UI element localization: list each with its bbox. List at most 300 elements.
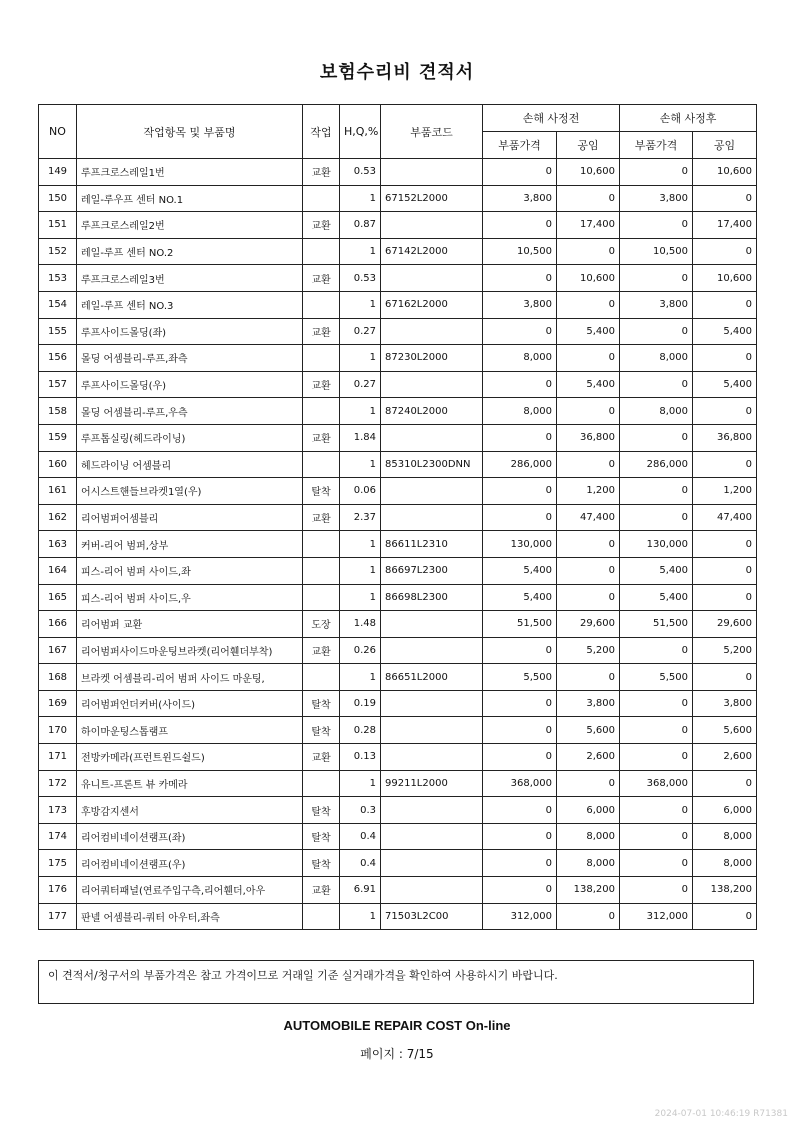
hq-value: 1: [340, 531, 381, 558]
hq-value: 1: [340, 770, 381, 797]
item-name: 리어범퍼언더커버(사이드): [77, 690, 303, 717]
row-number: 172: [39, 770, 77, 797]
row-number: 177: [39, 903, 77, 930]
work-type: [303, 345, 340, 372]
work-type: [303, 903, 340, 930]
before-labor: 0: [557, 398, 620, 425]
item-name: 후방감지센서: [77, 797, 303, 824]
before-part-price: 0: [483, 212, 557, 239]
table-row: [39, 770, 757, 797]
part-code: [381, 611, 483, 638]
work-type: 교환: [303, 265, 340, 292]
before-labor: 1,200: [557, 478, 620, 505]
table-row: [39, 717, 757, 744]
table-row: [39, 291, 757, 318]
hq-value: 0.28: [340, 717, 381, 744]
before-part-price: 130,000: [483, 531, 557, 558]
after-part-price: 0: [620, 159, 693, 186]
row-number: 149: [39, 159, 77, 186]
after-labor: 6,000: [693, 797, 757, 824]
work-type: 탈착: [303, 823, 340, 850]
after-labor: 8,000: [693, 823, 757, 850]
after-part-price: 10,500: [620, 238, 693, 265]
before-part-price: 8,000: [483, 345, 557, 372]
after-part-price: 130,000: [620, 531, 693, 558]
after-labor: 3,800: [693, 690, 757, 717]
table-row: [39, 797, 757, 824]
item-name: 루프사이드몰딩(좌): [77, 318, 303, 345]
part-code: [381, 744, 483, 771]
item-name: 커버-리어 범퍼,상부: [77, 531, 303, 558]
before-labor: 0: [557, 451, 620, 478]
before-part-price: 0: [483, 504, 557, 531]
work-type: [303, 584, 340, 611]
table-row: [39, 531, 757, 558]
part-code: [381, 877, 483, 904]
item-name: 루프크로스레일1번: [77, 159, 303, 186]
part-code: [381, 690, 483, 717]
work-type: 교환: [303, 744, 340, 771]
before-part-price: 0: [483, 159, 557, 186]
after-labor: 0: [693, 584, 757, 611]
item-name: 루프톱실링(헤드라이닝): [77, 424, 303, 451]
table-row: [39, 690, 757, 717]
before-labor: 10,600: [557, 265, 620, 292]
row-number: 170: [39, 717, 77, 744]
after-labor: 5,200: [693, 637, 757, 664]
before-part-price: 0: [483, 265, 557, 292]
hq-value: 0.27: [340, 371, 381, 398]
table-row: [39, 584, 757, 611]
before-part-price: 51,500: [483, 611, 557, 638]
row-number: 168: [39, 664, 77, 691]
after-part-price: 0: [620, 424, 693, 451]
hq-value: 0.4: [340, 823, 381, 850]
before-part-price: 0: [483, 797, 557, 824]
hq-value: 1: [340, 584, 381, 611]
row-number: 152: [39, 238, 77, 265]
hq-value: 0.3: [340, 797, 381, 824]
header-part-code: 부품코드: [381, 105, 483, 159]
part-code: [381, 318, 483, 345]
after-labor: 5,400: [693, 318, 757, 345]
after-part-price: 0: [620, 637, 693, 664]
item-name: 리어범퍼어셈블리: [77, 504, 303, 531]
after-labor: 0: [693, 770, 757, 797]
part-code: 86697L2300: [381, 557, 483, 584]
hq-value: 1: [340, 345, 381, 372]
after-part-price: 368,000: [620, 770, 693, 797]
hq-value: 0.27: [340, 318, 381, 345]
before-part-price: 0: [483, 371, 557, 398]
before-labor: 0: [557, 291, 620, 318]
document-title: 보험수리비 견적서: [319, 62, 475, 83]
before-labor: 0: [557, 185, 620, 212]
before-part-price: 0: [483, 744, 557, 771]
after-labor: 0: [693, 451, 757, 478]
after-part-price: 0: [620, 717, 693, 744]
part-code: 85310L2300DNN: [381, 451, 483, 478]
after-labor: 0: [693, 185, 757, 212]
row-number: 161: [39, 478, 77, 505]
table-row: [39, 345, 757, 372]
part-code: [381, 504, 483, 531]
table-row: [39, 504, 757, 531]
after-part-price: 3,800: [620, 291, 693, 318]
after-labor: 0: [693, 345, 757, 372]
work-type: 교환: [303, 424, 340, 451]
before-part-price: 0: [483, 478, 557, 505]
row-number: 163: [39, 531, 77, 558]
row-number: 164: [39, 557, 77, 584]
table-row: [39, 212, 757, 239]
item-name: 어시스트핸들브라켓1열(우): [77, 478, 303, 505]
work-type: [303, 557, 340, 584]
row-number: 175: [39, 850, 77, 877]
item-name: 리어범퍼사이드마운팅브라켓(리어휀더부착): [77, 637, 303, 664]
header-before-labor: 공임: [557, 132, 620, 159]
estimate-table: [38, 104, 757, 930]
row-number: 173: [39, 797, 77, 824]
part-code: [381, 797, 483, 824]
work-type: 탈착: [303, 717, 340, 744]
work-type: 탈착: [303, 690, 340, 717]
before-labor: 5,200: [557, 637, 620, 664]
header-before-part-price: 부품가격: [483, 132, 557, 159]
before-part-price: 0: [483, 877, 557, 904]
before-part-price: 286,000: [483, 451, 557, 478]
after-part-price: 5,400: [620, 584, 693, 611]
table-row: [39, 318, 757, 345]
item-name: 헤드라이닝 어셈블리: [77, 451, 303, 478]
item-name: 루프크로스레일2번: [77, 212, 303, 239]
after-labor: 10,600: [693, 159, 757, 186]
after-labor: 10,600: [693, 265, 757, 292]
hq-value: 6.91: [340, 877, 381, 904]
table-row: [39, 185, 757, 212]
hq-value: 1: [340, 238, 381, 265]
hq-value: 0.87: [340, 212, 381, 239]
before-labor: 17,400: [557, 212, 620, 239]
before-part-price: 0: [483, 823, 557, 850]
item-name: 루프크로스레일3번: [77, 265, 303, 292]
row-number: 176: [39, 877, 77, 904]
part-code: [381, 478, 483, 505]
table-row: [39, 424, 757, 451]
part-code: 71503L2C00: [381, 903, 483, 930]
table-row: [39, 611, 757, 638]
after-labor: 36,800: [693, 424, 757, 451]
work-type: [303, 238, 340, 265]
table-row: [39, 823, 757, 850]
part-code: 86651L2000: [381, 664, 483, 691]
part-code: 99211L2000: [381, 770, 483, 797]
work-type: 탈착: [303, 850, 340, 877]
before-part-price: 0: [483, 850, 557, 877]
after-part-price: 0: [620, 265, 693, 292]
before-labor: 8,000: [557, 823, 620, 850]
before-labor: 8,000: [557, 850, 620, 877]
header-before-assessment: 손해 사정전: [483, 105, 620, 132]
item-name: 레일-루프 센터 NO.2: [77, 238, 303, 265]
table-row: [39, 451, 757, 478]
hq-value: 1: [340, 903, 381, 930]
work-type: 교환: [303, 371, 340, 398]
table-row: [39, 903, 757, 930]
hq-value: 1: [340, 185, 381, 212]
before-labor: 29,600: [557, 611, 620, 638]
header-after-assessment: 손해 사정후: [620, 105, 757, 132]
work-type: [303, 770, 340, 797]
before-part-price: 5,500: [483, 664, 557, 691]
after-labor: 29,600: [693, 611, 757, 638]
table-row: [39, 371, 757, 398]
row-number: 155: [39, 318, 77, 345]
after-labor: 1,200: [693, 478, 757, 505]
hq-value: 0.53: [340, 159, 381, 186]
table-row: [39, 877, 757, 904]
item-name: 리어쿼터패널(연료주입구측,리어휀더,아우: [77, 877, 303, 904]
part-code: 87230L2000: [381, 345, 483, 372]
after-labor: 0: [693, 557, 757, 584]
after-part-price: 286,000: [620, 451, 693, 478]
hq-value: 0.4: [340, 850, 381, 877]
hq-value: 0.19: [340, 690, 381, 717]
row-number: 167: [39, 637, 77, 664]
after-part-price: 8,000: [620, 398, 693, 425]
part-code: 67142L2000: [381, 238, 483, 265]
header-after-part-price: 부품가격: [620, 132, 693, 159]
after-labor: 17,400: [693, 212, 757, 239]
part-code: [381, 823, 483, 850]
work-type: 탈착: [303, 478, 340, 505]
work-type: [303, 291, 340, 318]
after-labor: 0: [693, 398, 757, 425]
after-labor: 5,400: [693, 371, 757, 398]
work-type: [303, 664, 340, 691]
before-part-price: 0: [483, 318, 557, 345]
part-code: [381, 371, 483, 398]
before-labor: 0: [557, 584, 620, 611]
before-labor: 0: [557, 557, 620, 584]
item-name: 리어컴비네이션램프(우): [77, 850, 303, 877]
before-labor: 3,800: [557, 690, 620, 717]
before-labor: 47,400: [557, 504, 620, 531]
table-row: [39, 664, 757, 691]
before-labor: 0: [557, 345, 620, 372]
before-labor: 5,400: [557, 318, 620, 345]
table-row: [39, 398, 757, 425]
before-labor: 138,200: [557, 877, 620, 904]
part-code: [381, 637, 483, 664]
part-code: 86698L2300: [381, 584, 483, 611]
part-code: [381, 159, 483, 186]
hq-value: 1.48: [340, 611, 381, 638]
hq-value: 1: [340, 664, 381, 691]
item-name: 피스-리어 범퍼 사이드,좌: [77, 557, 303, 584]
item-name: 전방카메라(프런트윈드쉴드): [77, 744, 303, 771]
after-part-price: 0: [620, 877, 693, 904]
after-labor: 47,400: [693, 504, 757, 531]
work-type: 교환: [303, 637, 340, 664]
page-number: 페이지 : 7/15: [360, 1047, 434, 1061]
before-labor: 0: [557, 903, 620, 930]
before-labor: 5,400: [557, 371, 620, 398]
before-part-price: 3,800: [483, 291, 557, 318]
before-labor: 0: [557, 238, 620, 265]
hq-value: 1.84: [340, 424, 381, 451]
header-work: 작업: [303, 105, 340, 159]
hq-value: 0.06: [340, 478, 381, 505]
before-part-price: 0: [483, 717, 557, 744]
before-labor: 6,000: [557, 797, 620, 824]
part-code: [381, 212, 483, 239]
item-name: 리어범퍼 교환: [77, 611, 303, 638]
after-part-price: 0: [620, 212, 693, 239]
before-labor: 0: [557, 531, 620, 558]
after-labor: 0: [693, 903, 757, 930]
item-name: 몰딩 어셈블리-루프,우측: [77, 398, 303, 425]
hq-value: 1: [340, 451, 381, 478]
item-name: 몰딩 어셈블리-루프,좌측: [77, 345, 303, 372]
row-number: 158: [39, 398, 77, 425]
table-row: [39, 265, 757, 292]
item-name: 레일-루프 센터 NO.3: [77, 291, 303, 318]
after-part-price: 312,000: [620, 903, 693, 930]
after-part-price: 8,000: [620, 345, 693, 372]
row-number: 160: [39, 451, 77, 478]
header-no: NO: [39, 105, 77, 159]
table-row: [39, 850, 757, 877]
after-part-price: 0: [620, 478, 693, 505]
hq-value: 0.26: [340, 637, 381, 664]
work-type: 교환: [303, 877, 340, 904]
part-code: 67152L2000: [381, 185, 483, 212]
row-number: 150: [39, 185, 77, 212]
after-labor: 5,600: [693, 717, 757, 744]
before-labor: 5,600: [557, 717, 620, 744]
row-number: 166: [39, 611, 77, 638]
part-code: [381, 717, 483, 744]
row-number: 153: [39, 265, 77, 292]
item-name: 루프사이드몰딩(우): [77, 371, 303, 398]
after-labor: 0: [693, 291, 757, 318]
footer-brand: AUTOMOBILE REPAIR COST On-line: [283, 1018, 511, 1033]
hq-value: 1: [340, 557, 381, 584]
before-labor: 2,600: [557, 744, 620, 771]
work-type: 교환: [303, 212, 340, 239]
after-labor: 2,600: [693, 744, 757, 771]
part-code: 87240L2000: [381, 398, 483, 425]
after-part-price: 0: [620, 744, 693, 771]
after-labor: 0: [693, 531, 757, 558]
hq-value: 0.53: [340, 265, 381, 292]
work-type: [303, 398, 340, 425]
before-part-price: 368,000: [483, 770, 557, 797]
hq-value: 0.13: [340, 744, 381, 771]
part-code: [381, 265, 483, 292]
before-labor: 36,800: [557, 424, 620, 451]
item-name: 유니트-프론트 뷰 카메라: [77, 770, 303, 797]
before-part-price: 10,500: [483, 238, 557, 265]
row-number: 157: [39, 371, 77, 398]
before-part-price: 5,400: [483, 584, 557, 611]
work-type: 탈착: [303, 797, 340, 824]
hq-value: 1: [340, 291, 381, 318]
before-labor: 0: [557, 664, 620, 691]
part-code: [381, 850, 483, 877]
before-part-price: 0: [483, 637, 557, 664]
work-type: 교환: [303, 159, 340, 186]
after-part-price: 0: [620, 823, 693, 850]
row-number: 154: [39, 291, 77, 318]
estimate-rows: [39, 159, 757, 930]
price-notice: 이 견적서/청구서의 부품가격은 참고 가격이므로 거래일 기준 실거래가격을 확인하여 사용하시기 바랍니다.: [38, 960, 754, 1004]
table-row: [39, 557, 757, 584]
part-code: [381, 424, 483, 451]
row-number: 169: [39, 690, 77, 717]
before-part-price: 312,000: [483, 903, 557, 930]
before-labor: 10,600: [557, 159, 620, 186]
before-part-price: 5,400: [483, 557, 557, 584]
after-part-price: 0: [620, 371, 693, 398]
after-labor: 8,000: [693, 850, 757, 877]
row-number: 159: [39, 424, 77, 451]
row-number: 171: [39, 744, 77, 771]
after-part-price: 0: [620, 504, 693, 531]
before-labor: 0: [557, 770, 620, 797]
row-number: 174: [39, 823, 77, 850]
part-code: 86611L2310: [381, 531, 483, 558]
after-part-price: 0: [620, 318, 693, 345]
hq-value: 1: [340, 398, 381, 425]
after-part-price: 51,500: [620, 611, 693, 638]
after-part-price: 0: [620, 690, 693, 717]
after-part-price: 5,400: [620, 557, 693, 584]
after-labor: 138,200: [693, 877, 757, 904]
before-part-price: 3,800: [483, 185, 557, 212]
item-name: 브라켓 어셈블리-리어 범퍼 사이드 마운팅,: [77, 664, 303, 691]
after-part-price: 0: [620, 797, 693, 824]
work-type: 도장: [303, 611, 340, 638]
item-name: 리어컴비네이션램프(좌): [77, 823, 303, 850]
before-part-price: 0: [483, 424, 557, 451]
table-row: [39, 238, 757, 265]
item-name: 하이마운팅스톱램프: [77, 717, 303, 744]
header-hq: H,Q,%: [340, 105, 381, 159]
item-name: 판넬 어셈블리-쿼터 아우터,좌측: [77, 903, 303, 930]
part-code: 67162L2000: [381, 291, 483, 318]
header-after-labor: 공임: [693, 132, 757, 159]
row-number: 156: [39, 345, 77, 372]
work-type: 교환: [303, 504, 340, 531]
row-number: 162: [39, 504, 77, 531]
row-number: 151: [39, 212, 77, 239]
row-number: 165: [39, 584, 77, 611]
item-name: 피스-리어 범퍼 사이드,우: [77, 584, 303, 611]
after-labor: 0: [693, 238, 757, 265]
after-part-price: 0: [620, 850, 693, 877]
item-name: 레일-루우프 센터 NO.1: [77, 185, 303, 212]
print-timestamp: 2024-07-01 10:46:19 R71381: [654, 1109, 788, 1119]
work-type: 교환: [303, 318, 340, 345]
table-row: [39, 637, 757, 664]
after-labor: 0: [693, 664, 757, 691]
hq-value: 2.37: [340, 504, 381, 531]
work-type: [303, 531, 340, 558]
before-part-price: 0: [483, 690, 557, 717]
before-part-price: 8,000: [483, 398, 557, 425]
